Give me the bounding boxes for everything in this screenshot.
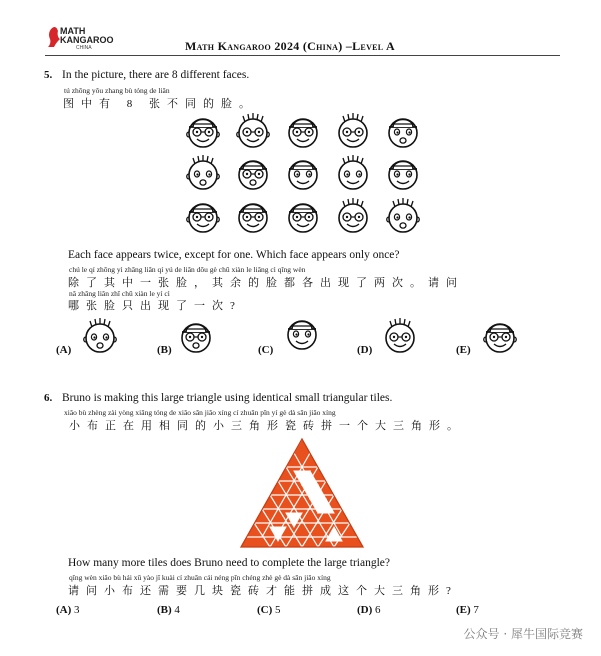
face-hat-glasses-icon [283,198,323,238]
face-option-d-icon [380,318,420,358]
q6-option-d[interactable]: (D) 6 [357,604,381,616]
q5-number: 5. [44,69,53,81]
face-hair-eyes-icon [183,155,223,195]
q6-option-e[interactable]: (E) 7 [456,604,479,616]
face-hat-eyes-icon [383,155,423,195]
q6-han-1: 小布正在用相同的小三角形瓷砖拼一个大三角形。 [69,420,465,432]
q6-text: Bruno is making this large triangle using identical small triangular tiles. [62,392,393,404]
face-hat-glasses-icon [283,113,323,153]
face-option-c-icon [282,315,322,355]
face-option-e-icon [480,318,520,358]
q6-pinyin-2: qǐng wèn xiǎo bù hái xū yào jǐ kuài cí zhuān cái néng pīn chéng zhè gè dà sān jiǎo xíng [69,573,331,582]
q6-question: How many more tiles does Bruno need to complete the large triangle? [68,557,391,569]
q5-pinyin-3: nǎ zhāng liǎn zhǐ chū xiàn le yí cì [69,289,170,298]
face-hat-glasses-icon [233,198,273,238]
face-option-b-icon [176,318,216,358]
face-hat-glasses-icon [183,113,223,153]
q6-option-b[interactable]: (B) 4 [157,604,180,616]
q6-option-a[interactable]: (A) 3 [56,604,80,616]
face-hair-eyes-icon [333,155,373,195]
face-grid [183,113,423,238]
q5-pinyin-2: chú le qí zhōng yì zhāng liǎn qí yú de liǎn dōu gè chū xiàn le liǎng cì qǐng wèn [69,265,306,274]
tile-triangle-figure [239,437,365,549]
q5-question: Each face appears twice, except for one. Which face appears only once? [68,249,400,261]
face-option-a-icon [80,318,120,358]
q5-text: In the picture, there are 8 different faces. [62,69,250,81]
face-hat-glasses-icon [183,198,223,238]
q5-pinyin-1: tú zhōng yǒu zhang bù tóng de liǎn [64,86,170,95]
q5-han-3: 哪张脸只出现了一次? [68,300,242,312]
q5-han-2: 除了其中一张脸，其余的脸都各出现了两次。请问 [68,277,464,289]
q5-option-e[interactable]: (E) [456,344,471,356]
header-divider [45,55,560,56]
face-hat-eyes-icon [283,155,323,195]
q5-option-b[interactable]: (B) [157,344,172,356]
face-hair-glasses-icon [333,198,373,238]
watermark-text: 公众号 · 犀牛国际竞赛 [463,627,583,641]
q5-option-a[interactable]: (A) [56,344,72,356]
face-hair-glasses-icon [333,113,373,153]
q5-han-1: 图中有 8 张不同的脸。 [63,98,257,110]
page-title: Math Kangaroo 2024 (China) –Level A [185,39,396,53]
q5-option-d[interactable]: (D) [357,344,373,356]
face-hat-glasses-icon [233,155,273,195]
q6-option-c[interactable]: (C) 5 [257,604,281,616]
logo-text-sub: CHINA [76,45,92,51]
face-hair-glasses-icon [233,113,273,153]
q5-option-c[interactable]: (C) [258,344,274,356]
q6-number: 6. [44,392,53,404]
face-hair-eyes-icon [383,198,423,238]
q6-han-2: 请问小布还需要几块瓷砖才能拼成这个大三角形? [68,585,458,597]
q6-pinyin-1: xiǎo bù zhèng zài yòng xiāng tóng de xiǎo sān jiǎo xíng cí zhuān pīn yí gè dà sān jiǎo xíng [64,408,336,417]
logo-text-bottom: KANGAROO [60,35,114,45]
face-hat-eyes-icon [383,113,423,153]
logo-text-top: MATH [60,26,86,36]
